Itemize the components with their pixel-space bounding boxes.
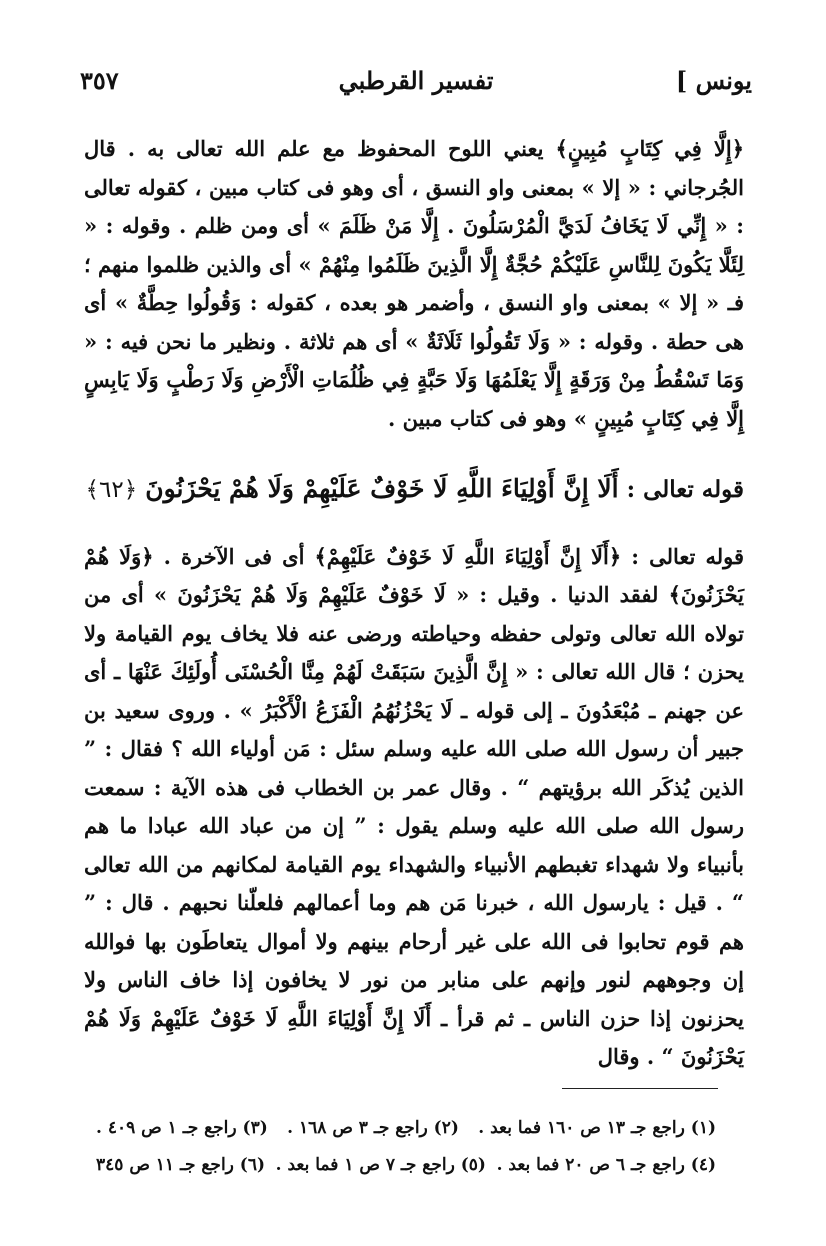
verse-text: أَلَا إِنَّ أَوْلِيَاءَ اللَّهِ لَا خَوْفٌ عَلَيْهِمْ وَلَا هُمْ يَحْزَنُونَ (145, 474, 619, 503)
footnote-2: (٢) راجع جـ ٣ ص ١٦٨ . (287, 1118, 459, 1138)
footnote-row (96, 1110, 716, 1147)
footnote-5: (٥) راجع جـ ٧ ص ١ فما بعد . (275, 1155, 486, 1175)
main-text (84, 130, 744, 1077)
paragraph-2: قوله تعالى : ﴿أَلَا إِنَّ أَوْلِيَاءَ اللَّهِ لَا خَوْفٌ عَلَيْهِمْ﴾ أى فى الآخرة . ﴿وَلَا هُمْ يَحْزَنُونَ﴾ لفقد الدنيا . وقيل : « لَا خَوْفٌ عَلَيْهِمْ وَلَا هُمْ يَحْزَنُونَ » أى من تولاه الله تعالى وتولى حفظه وحياطته ورضى عنه فلا يخاف يوم القيامة ولا يحزن ؛ قال الله تعالى : « إِنَّ الَّذِينَ سَبَقَتْ لَهُمْ مِنَّا الْحُسْنَى أُولَئِكَ عَنْهَا ـ أى عن جهنم ـ مُبْعَدُونَ ـ إلى قوله ـ لَا يَحْزُنُهُمُ الْفَزَعُ الْأَكْبَرُ » . وروى سعيد بن جبير أن رسول الله صلى الله عليه وسلم سئل : مَن أولياء الله ؟ فقال : ” الذين يُذكَر الله برؤيتهم “ . وقال عمر بن الخطاب فى هذه الآية : سمعت رسول الله صلى الله عليه وسلم يقول : ” إن من عباد الله عبادا ما هم بأنبياء ولا شهداء تغبطهم الأنبياء والشهداء يوم القيامة لمكانهم من الله تعالى “ . قيل : يارسول الله ، خبرنا مَن هم وما أعمالهم فلعلّنا نحبهم . قال : ” هم قوم تحابوا فى الله على غير أرحام بينهم ولا أموال يتعاطَون بها فوالله إن وجوههم لنور وإنهم على منابر من نور لا يخافون إذا خاف الناس ولا يحزنون إذا حزن الناس ـ ثم قرأ ـ أَلَا إِنَّ أَوْلِيَاءَ اللَّهِ لَا خَوْفٌ عَلَيْهِمْ وَلَا هُمْ يَحْزَنُونَ “ . وقال (84, 543, 744, 1069)
footnote-3: (٣) راجع جـ ١ ص ٤٠٩ . (96, 1118, 268, 1138)
verse-number: ﴿٦٢﴾ (85, 477, 138, 503)
page-header (80, 58, 752, 102)
running-title: تفسير القرطبي (338, 65, 494, 95)
footnote-4: (٤) راجع جـ ٦ ص ٢٠ فما بعد . (496, 1155, 716, 1175)
footnote-row (96, 1147, 716, 1184)
footnote-divider (562, 1088, 718, 1089)
surah-name: يونس ] (675, 65, 752, 95)
footnote-1: (١) راجع جـ ١٣ ص ١٦٠ فما بعد . (478, 1118, 716, 1138)
page-number: ٣٥٧ (80, 65, 119, 95)
verse-intro: قوله تعالى : (626, 476, 744, 503)
paragraph-1: ﴿إِلَّا فِي كِتَابٍ مُبِينٍ﴾ يعني اللوح المحفوظ مع علم الله تعالى به . قال الجُرجاني : « إلا » بمعنى واو النسق ، أى وهو فى كتاب مبين ، كقوله تعالى : « إِنِّي لَا يَخَافُ لَدَيَّ الْمُرْسَلُونَ . إِلَّا مَنْ ظَلَمَ » أى ومن ظلم . وقوله : « لِئَلَّا يَكُونَ لِلنَّاسِ عَلَيْكُمْ حُجَّةٌ إِلَّا الَّذِينَ ظَلَمُوا مِنْهُمْ » أى والذين ظلموا منهم ؛ فـ « إلا » بمعنى واو النسق ، وأضمر هو بعده ، كقوله : وَقُولُوا حِطَّةٌ » أى هى حطة . وقوله : « وَلَا تَقُولُوا ثَلَاثَةٌ » أى هم ثلاثة . ونظير ما نحن فيه : « وَمَا تَسْقُطُ مِنْ وَرَقَةٍ إِلَّا يَعْلَمُهَا وَلَا حَبَّةٍ فِي ظُلُمَاتِ الْأَرْضِ وَلَا رَطْبٍ وَلَا يَابِسٍ إِلَّا فِي كِتَابٍ مُبِينٍ » وهو فى كتاب مبين . (84, 136, 744, 431)
footnotes (96, 1110, 716, 1184)
verse-heading (84, 470, 744, 510)
footnote-6: (٦) راجع جـ ١١ ص ٣٤٥ (96, 1155, 266, 1175)
